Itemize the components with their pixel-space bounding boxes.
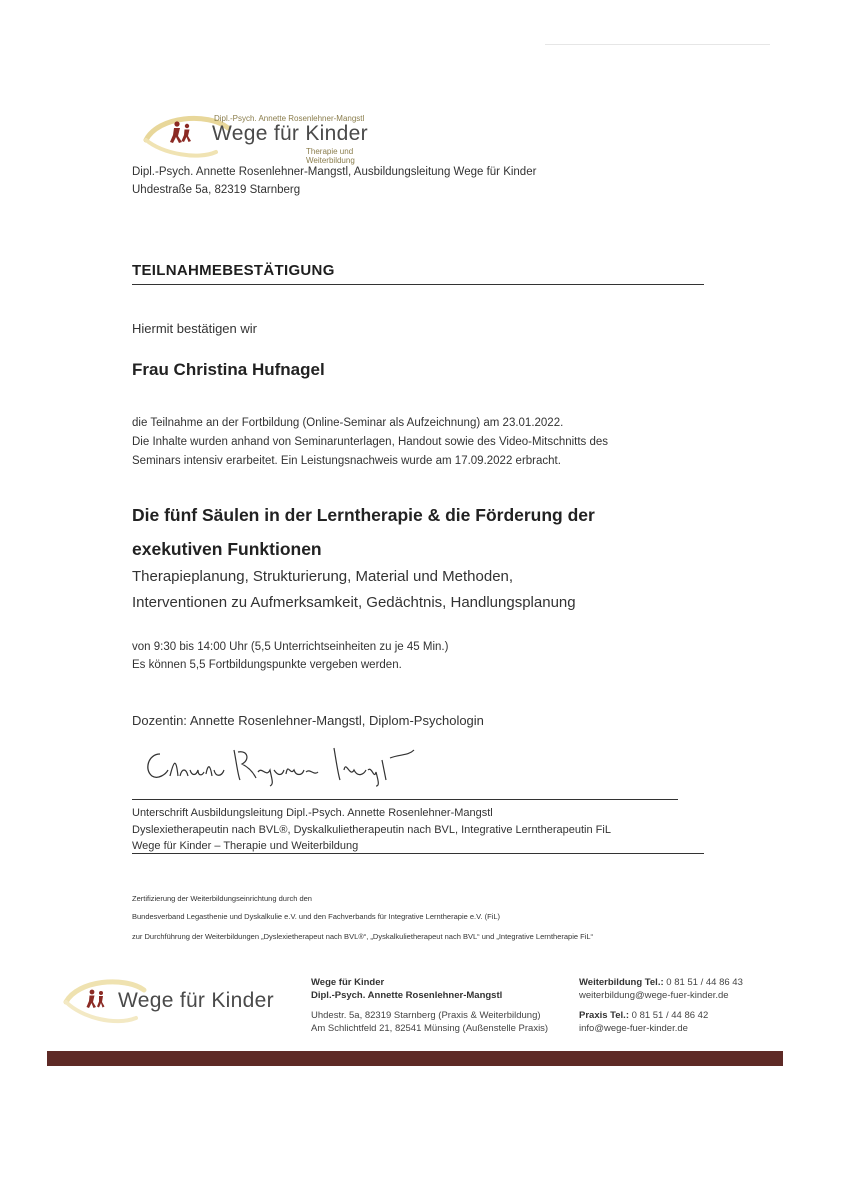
footer-wb-label: Weiterbildung Tel.: xyxy=(579,977,664,988)
footer-praxis-email[interactable]: info@wege-fuer-kinder.de xyxy=(579,1023,688,1034)
details-line-3: Seminars intensiv erarbeitet. Ein Leistungsnachweis wurde am 17.09.2022 erbracht. xyxy=(132,455,561,467)
footer-weiterbildung xyxy=(579,976,743,1002)
top-faint-line xyxy=(545,44,770,45)
caption-rule xyxy=(132,853,704,854)
footer-address xyxy=(311,1009,548,1035)
footer-praxis-phone: 0 81 51 / 44 86 42 xyxy=(631,1010,709,1021)
sender-line-2: Uhdestraße 5a, 82319 Starnberg xyxy=(132,184,301,196)
course-subtitle xyxy=(132,564,712,616)
details-paragraph xyxy=(132,414,732,471)
details-line-2: Die Inhalte wurden anhand von Seminarunterlagen, Handout sowie des Video-Mitschnitts des xyxy=(132,436,609,448)
certification-line-3: zur Durchführung der Weiterbildungen „Dyslexietherapeut nach BVL®“, „Dyskalkulietherapeut nach BVL“ und „Integrative Lerntherapie FiL“ xyxy=(132,932,594,941)
logo-bottom-name: Wege für Kinder xyxy=(118,989,274,1012)
certification-line-2: Bundesverband Legasthenie und Dyskalkulie e.V. und den Fachverbands für Integrative Lerntherapie e.V. (FiL) xyxy=(132,912,501,921)
signature-caption-line-2: Dyslexietherapeutin nach BVL®, Dyskalkulietherapeutin nach BVL, Integrative Lerntherapeutin FiL xyxy=(132,823,611,836)
course-subtitle-line-2: Interventionen zu Aufmerksamkeit, Gedächtnis, Handlungsplanung xyxy=(132,594,576,611)
sender-line-1: Dipl.-Psych. Annette Rosenlehner-Mangstl, Ausbildungsleitung Wege für Kinder xyxy=(132,166,537,178)
time-block xyxy=(132,638,448,674)
time-line-1: von 9:30 bis 14:00 Uhr (5,5 Unterrichtseinheiten zu je 45 Min.) xyxy=(132,641,449,653)
footer-praxis xyxy=(579,1009,708,1035)
logo-top-line: Dipl.-Psych. Annette Rosenlehner-Mangstl xyxy=(214,114,365,123)
logo-bottom xyxy=(60,976,300,1028)
sender-block xyxy=(132,163,536,199)
logo-name: Wege für Kinder xyxy=(212,122,368,145)
certification-line-1: Zertifizierung der Weiterbildungseinrichtung durch den xyxy=(132,894,312,903)
footer-color-bar xyxy=(47,1051,783,1066)
time-line-2: Es können 5,5 Fortbildungspunkte vergeben werden. xyxy=(132,659,402,671)
children-figures-icon xyxy=(170,121,191,143)
course-title-line-1: Die fünf Säulen in der Lerntherapie & die Förderung der xyxy=(132,505,595,525)
document-heading: TEILNAHMEBESTÄTIGUNG xyxy=(132,262,335,279)
footer-praxis-label: Praxis Tel.: xyxy=(579,1010,629,1021)
logo-tagline: Therapie und Weiterbildung xyxy=(306,147,355,165)
details-line-1: die Teilnahme an der Fortbildung (Online-Seminar als Aufzeichnung) am 23.01.2022. xyxy=(132,417,564,429)
lecturer-line: Dozentin: Annette Rosenlehner-Mangstl, Diplom-Psychologin xyxy=(132,713,484,728)
footer-wb-email[interactable]: weiterbildung@wege-fuer-kinder.de xyxy=(579,990,729,1001)
signature-caption-line-1: Unterschrift Ausbildungsleitung Dipl.-Psych. Annette Rosenlehner-Mangstl xyxy=(132,807,493,819)
footer-org-name: Wege für Kinder xyxy=(311,977,385,988)
signature-caption xyxy=(132,805,611,855)
footer-address-1: Uhdestr. 5a, 82319 Starnberg (Praxis & Weiterbildung) xyxy=(311,1010,541,1021)
footer-org-person: Dipl.-Psych. Annette Rosenlehner-Mangstl xyxy=(311,990,503,1001)
handwritten-signature xyxy=(138,740,438,790)
signature-rule xyxy=(132,799,678,800)
intro-text: Hiermit bestätigen wir xyxy=(132,321,257,336)
course-title xyxy=(132,498,692,566)
logo-top xyxy=(138,110,398,164)
participant-name: Frau Christina Hufnagel xyxy=(132,360,325,379)
course-title-line-2: exekutiven Funktionen xyxy=(132,539,322,559)
heading-rule xyxy=(132,284,704,285)
children-figures-icon-bottom xyxy=(87,990,105,1008)
course-subtitle-line-1: Therapieplanung, Strukturierung, Material und Methoden, xyxy=(132,568,514,585)
signature-caption-line-3: Wege für Kinder – Therapie und Weiterbildung xyxy=(132,840,359,852)
footer-org xyxy=(311,976,502,1002)
footer-address-2: Am Schlichtfeld 21, 82541 Münsing (Außenstelle Praxis) xyxy=(311,1023,549,1034)
footer-wb-phone: 0 81 51 / 44 86 43 xyxy=(666,977,743,988)
